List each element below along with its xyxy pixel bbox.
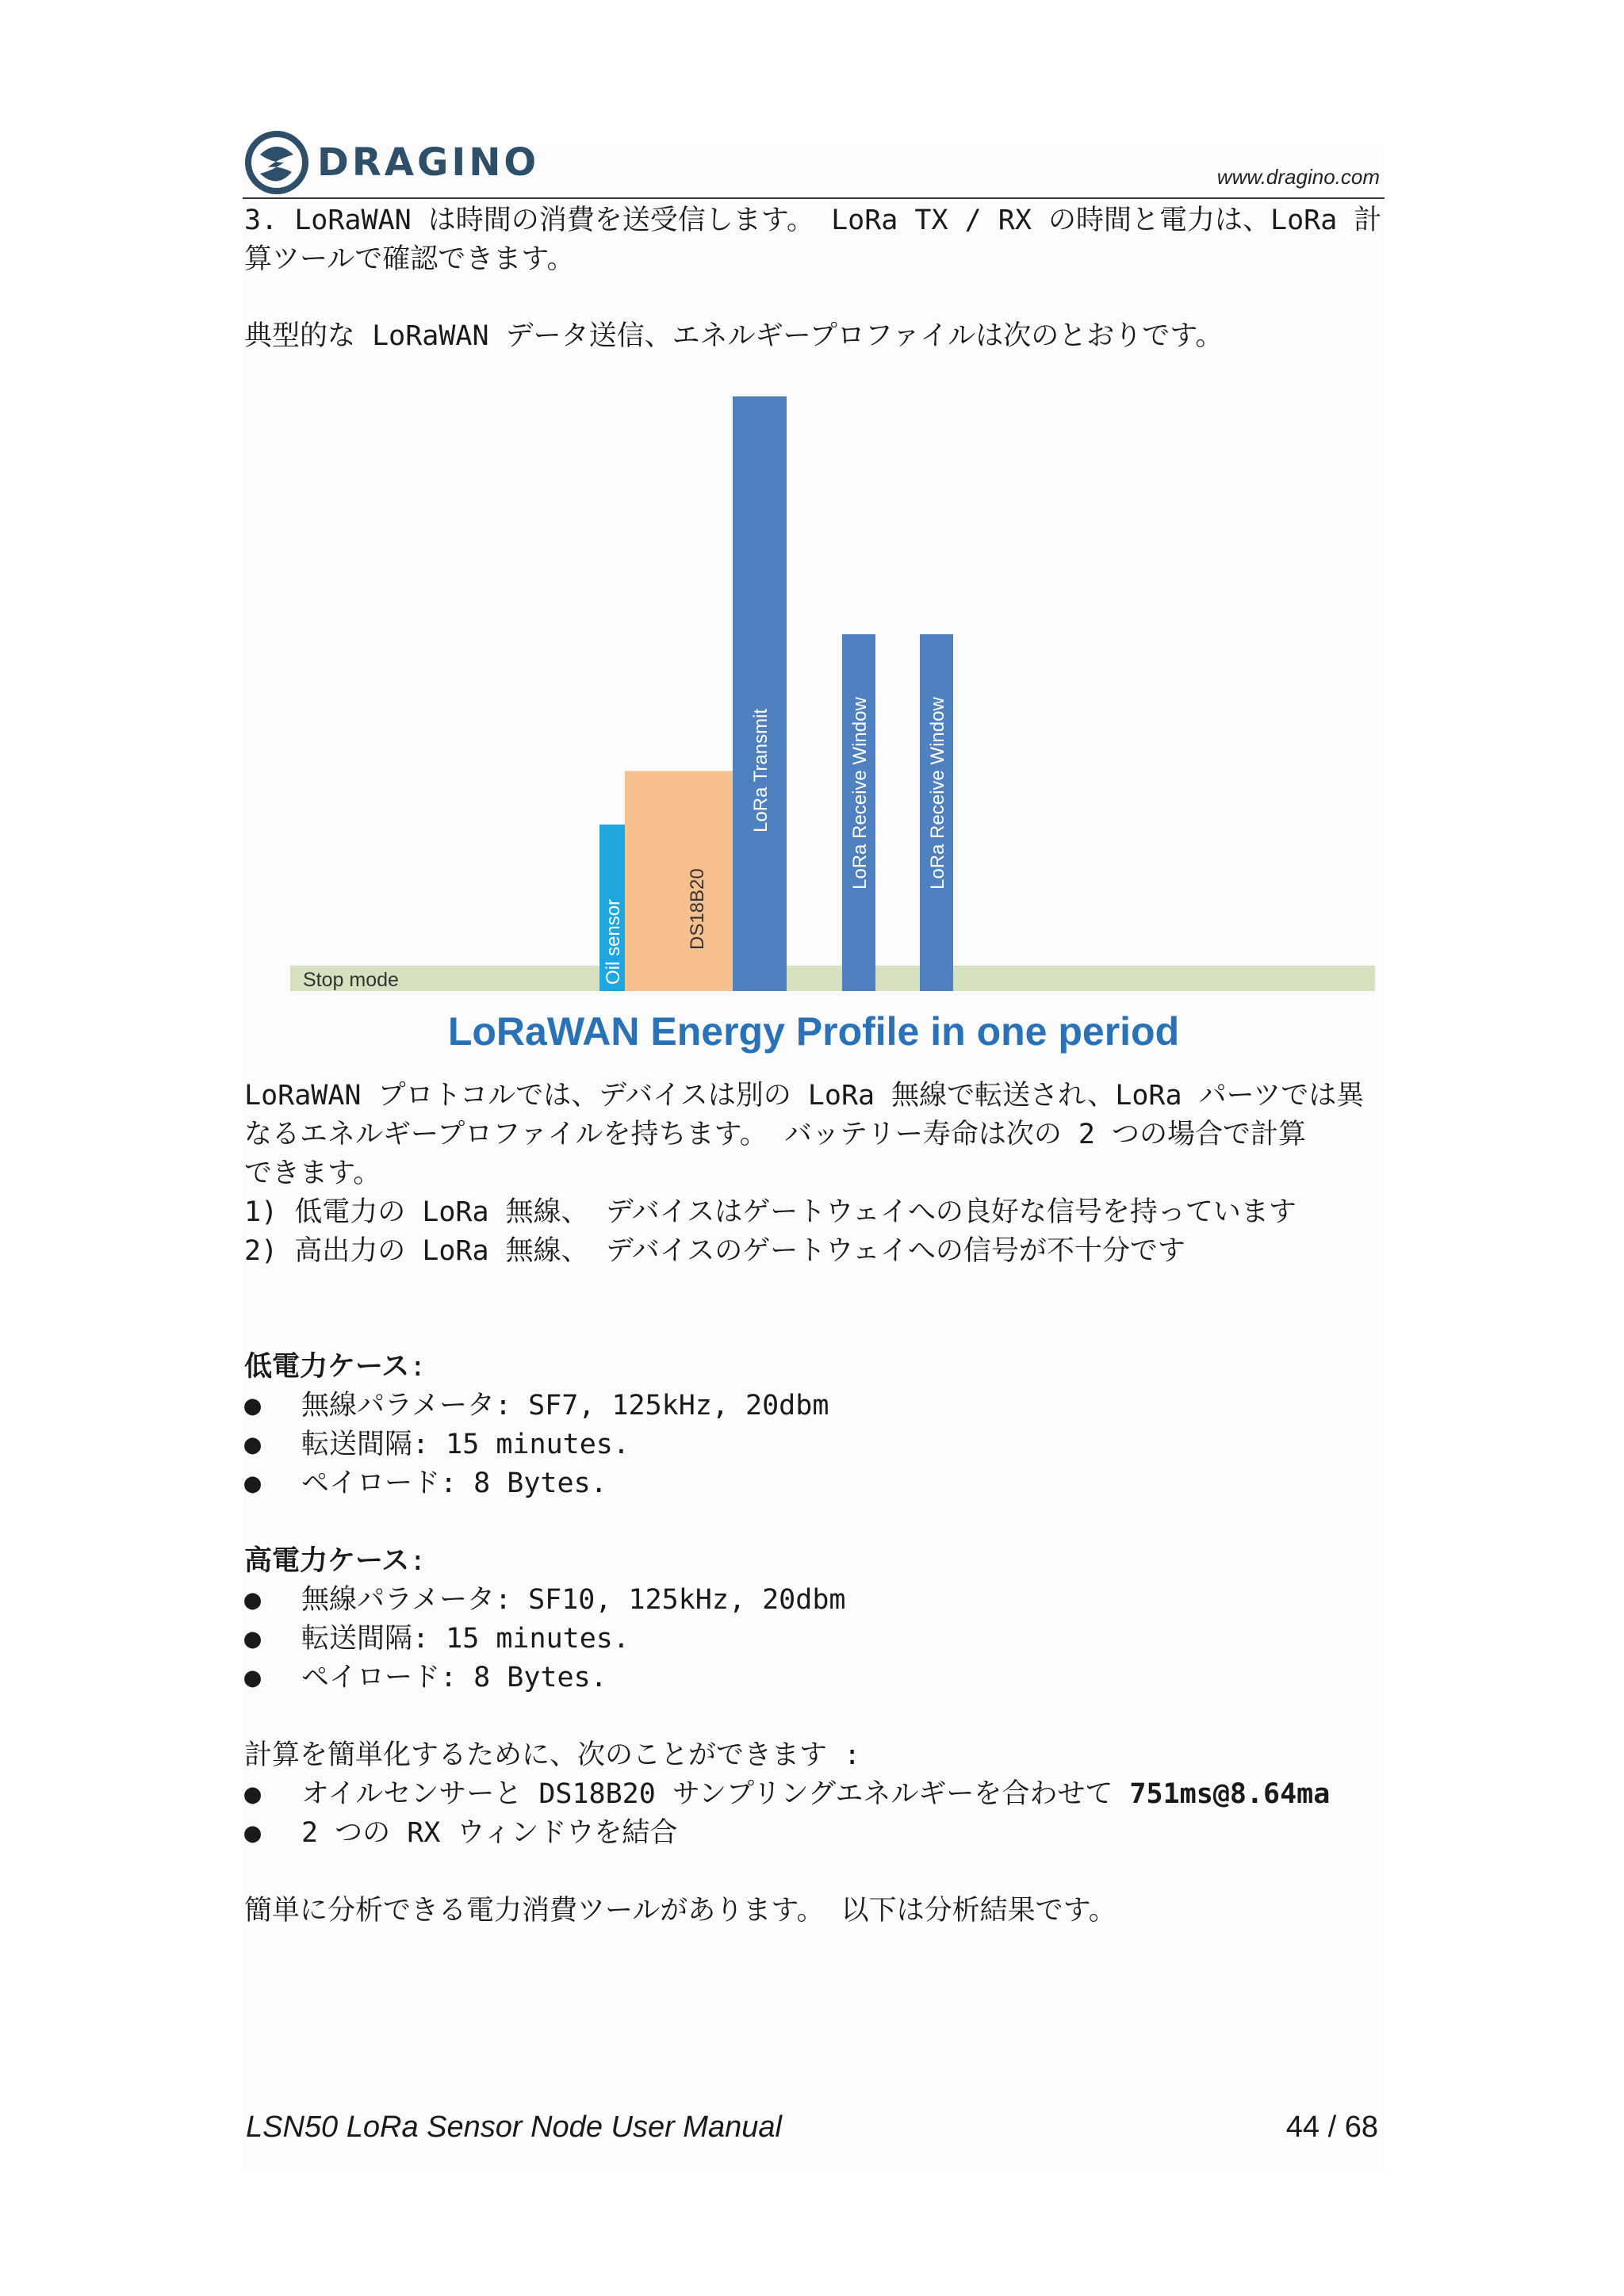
high-power-payload: ペイロード: 8 Bytes. <box>301 1662 607 1693</box>
low-power-list <box>244 1387 829 1503</box>
high-power-heading <box>244 1542 1386 1581</box>
heading-colon: : <box>409 1351 427 1383</box>
low-power-heading <box>244 1348 1386 1387</box>
list-item <box>244 1387 829 1425</box>
paragraph-protocol-explanation: LoRaWAN プロトコルでは、デバイスは別の LoRa 無線で転送され、LoRa パーツでは異 なるエネルギープロファイルを持ちます。 バッテリー寿命は次の 2 つの場合で計算 できます。 1) 低電力の LoRa 無線、 デバイスはゲートウェイへの良好な信号を持っています 2) 高出力の LoRa 無線、 デバイスのゲートウェイへの信号が不十分です <box>244 1080 1365 1267</box>
sampling-energy-value: 751ms@8.64ma <box>1129 1778 1331 1810</box>
low-power-interval: 転送間隔: 15 minutes. <box>301 1429 630 1460</box>
brand-name: DRAGINO <box>317 140 540 185</box>
bullet-icon: ● <box>244 1778 262 1810</box>
bullet-icon: ● <box>244 1817 262 1849</box>
paragraph-energy-profile-intro: 典型的な LoRaWAN データ送信、エネルギープロファイルは次のとおりです。 <box>244 320 1224 352</box>
bar-ds18b20 <box>625 771 733 992</box>
list-item <box>244 1775 1330 1814</box>
high-power-interval: 転送間隔: 15 minutes. <box>301 1623 630 1655</box>
bullet-icon: ● <box>244 1584 262 1616</box>
bar-label-ds18b20: DS18B20 <box>687 868 708 950</box>
low-power-payload: ペイロード: 8 Bytes. <box>301 1468 607 1499</box>
bar-label-lora-transmit: LoRa Transmit <box>750 708 772 832</box>
bullet-icon: ● <box>244 1468 262 1499</box>
energy-profile-chart <box>243 381 1385 1007</box>
bar-label-oil-sensor: Oil sensor <box>603 898 624 985</box>
heading-colon: : <box>409 1545 427 1577</box>
header-divider <box>243 197 1385 199</box>
chart-title: LoRaWAN Energy Profile in one period <box>447 1009 1180 1054</box>
low-power-radio-params: 無線パラメータ: SF7, 125kHz, 20dbm <box>301 1390 829 1422</box>
bar-label-lora-receive-window: LoRa Receive Window <box>849 697 871 890</box>
simplify-item-sampling-text: オイルセンサーと DS18B20 サンプリングエネルギーを合わせて <box>301 1778 1130 1810</box>
list-item <box>244 1425 829 1464</box>
bar-label-lora-receive-window: LoRa Receive Window <box>927 697 948 890</box>
bullet-icon: ● <box>244 1662 262 1693</box>
footer-page-number: 44 / 68 <box>1285 2110 1378 2144</box>
list-item <box>244 1814 1330 1853</box>
site-url: www.dragino.com <box>1216 165 1380 189</box>
bullet-icon: ● <box>244 1429 262 1460</box>
simplify-item-sampling <box>301 1775 1330 1814</box>
bar-lora-transmit <box>733 396 787 991</box>
simplify-item-rx-windows: 2 つの RX ウィンドウを結合 <box>301 1817 678 1849</box>
list-item <box>244 1464 829 1503</box>
paragraph-simplify: 計算を簡単化するために、次のことができます : <box>244 1739 861 1771</box>
bullet-icon: ● <box>244 1623 262 1655</box>
dragino-logo-icon <box>244 131 309 194</box>
high-power-list <box>244 1581 845 1697</box>
list-item <box>244 1581 845 1620</box>
list-item <box>244 1659 845 1697</box>
bullet-icon: ● <box>244 1390 262 1422</box>
low-power-heading-label: 低電力ケース <box>244 1351 410 1383</box>
simplify-list <box>244 1775 1330 1853</box>
high-power-heading-label: 高電力ケース <box>244 1545 410 1577</box>
stop-mode-label: Stop mode <box>303 969 399 991</box>
footer-document-title: LSN50 LoRa Sensor Node User Manual <box>246 2110 782 2144</box>
high-power-radio-params: 無線パラメータ: SF10, 125kHz, 20dbm <box>301 1584 846 1616</box>
dragino-logo <box>244 131 539 194</box>
paragraph-power-tool: 簡単に分析できる電力消費ツールがあります。 以下は分析結果です。 <box>244 1895 1116 1927</box>
stop-mode-baseline <box>290 966 1375 991</box>
list-item <box>244 1620 845 1659</box>
paragraph-lora-time: 3. LoRaWAN は時間の消費を送受信します。 LoRa TX / RX の時間と電力は、LoRa 計 算ツールで確認できます。 <box>244 205 1382 275</box>
